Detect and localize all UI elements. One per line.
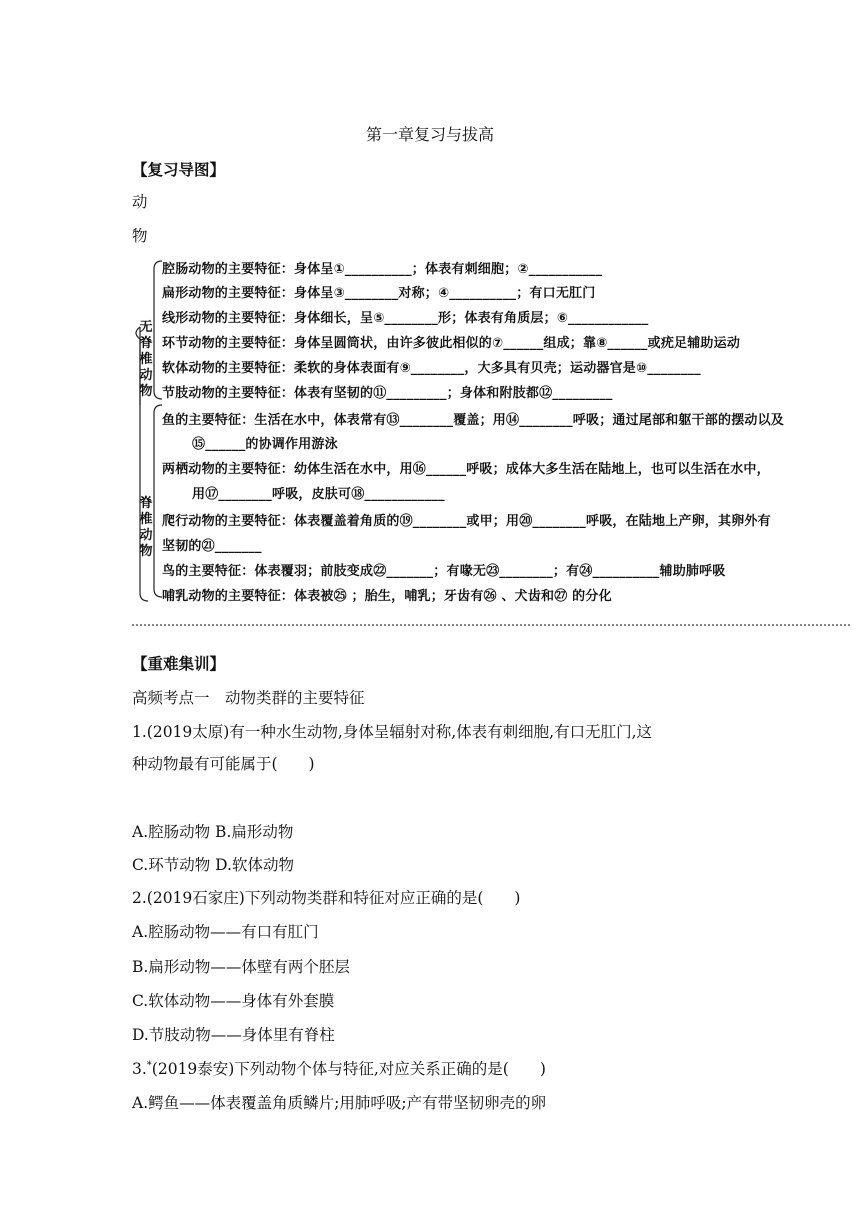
question-1-options-ab: A.腔肠动物 B.扁形动物 [132,823,294,841]
section-divider [132,624,850,626]
map-line-amphibians: 两栖动物的主要特征：幼体生活在水中，用⑯______呼吸；成体大多生活在陆地上，也可以生活在水中， [162,462,770,477]
map-line-fish-cont: ⑮______的协调作用游泳 [192,437,338,452]
map-line-annelids: 环节动物的主要特征：身体呈圆筒状，由许多彼此相似的⑦______组成；靠⑧______或疣足辅助运动 [162,336,741,351]
question-2-stem: 2.(2019石家庄)下列动物类群和特征对应正确的是( ) [132,889,521,907]
question-3-stem-text: (2019泰安)下列动物个体与特征,对应关系正确的是( ) [151,1060,546,1078]
question-3-number: 3. [132,1060,147,1078]
map-line-mammals: 哺乳动物的主要特征：体表被㉕ ；胎生，哺乳；牙齿有㉖ 、犬齿和㉗ 的分化 [162,589,612,604]
question-2-option-b: B.扁形动物——体壁有两个胚层 [132,958,350,976]
review-map-heading: 【复习导图】 [132,160,226,179]
map-line-fish: 鱼的主要特征：生活在水中，体表常有⑬________覆盖；用⑭________呼吸；通过尾部和躯干部的摆动以及 [162,413,785,428]
invertebrates-label: 无脊椎动物 [139,320,153,399]
map-line-amphibians-cont: 用⑰________呼吸，皮肤可⑱____________ [192,487,445,502]
question-1-stem-cont: 种动物最有可能属于( ) [132,755,315,773]
question-1-stem: 1.(2019太原)有一种水生动物,身体呈辐射对称,体表有刺细胞,有口无肛门,这 [132,723,653,741]
map-line-reptiles: 爬行动物的主要特征：体表覆盖着角质的⑲________或甲；用⑳________呼吸，在陆地上产卵，其卵外有 [162,514,771,529]
root-char-1: 动 [132,193,148,211]
drills-heading: 【重难集训】 [132,654,226,673]
map-line-birds: 鸟的主要特征：体表覆羽；前肢变成㉒_______；有喙无㉓________；有㉔__________辅助肺呼吸 [162,564,726,579]
question-3-stem [132,1057,546,1079]
map-line-mollusks: 软体动物的主要特征：柔软的身体表面有⑨________，大多具有贝壳；运动器官是⑩________ [162,361,701,376]
vertebrates-label: 脊椎动物 [139,496,153,559]
map-line-reptiles-cont: 坚韧的㉑_______ [162,539,262,554]
question-3-mark: * [146,1059,152,1071]
question-2-option-c: C.软体动物——身体有外套膜 [132,992,335,1010]
question-1-options-cd: C.环节动物 D.软体动物 [132,856,294,874]
map-line-roundworms: 线形动物的主要特征：身体细长，呈⑤________形；体表有角质层；⑥____________ [162,311,649,326]
question-3-option-a: A.鳄鱼——体表覆盖角质鳞片;用肺呼吸;产有带坚韧卵壳的卵 [132,1094,547,1112]
map-line-arthropods: 节肢动物的主要特征：体表有坚韧的⑪_________；身体和附肢都⑫_________ [162,386,613,401]
map-line-flatworms: 扁形动物的主要特征：身体呈③________对称；④__________；有口无肛门 [162,286,596,301]
question-2-option-d: D.节肢动物——身体里有脊柱 [132,1026,335,1044]
question-2-option-a: A.腔肠动物——有口有肛门 [132,923,319,941]
page-title: 第一章复习与拔高 [365,125,494,144]
root-char-2: 物 [132,227,148,245]
topic-heading: 高频考点一 动物类群的主要特征 [132,689,365,707]
map-line-coelenterates: 腔肠动物的主要特征：身体呈①__________；体表有刺细胞；②___________ [162,262,603,277]
